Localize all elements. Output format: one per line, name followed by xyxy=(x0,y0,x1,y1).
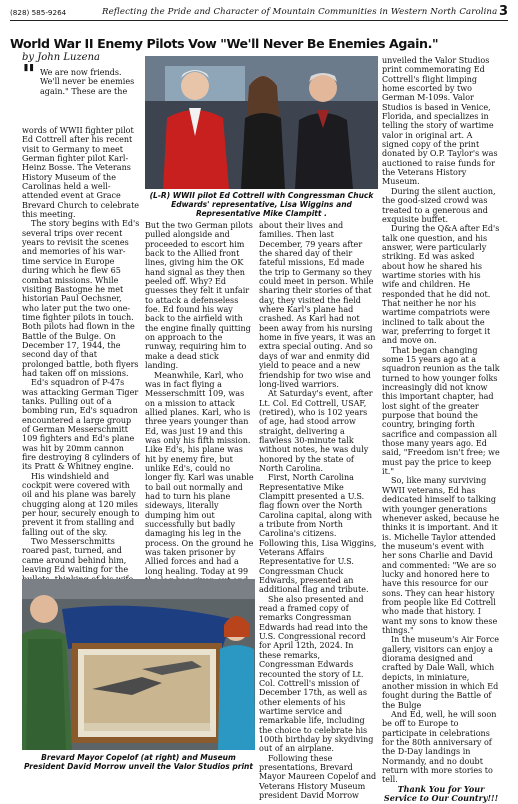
paragraph: The story begins with Ed's several trips over recent years to revisit the scenes and memories of his war-time service in Europe during which he flew 65 combat missions. While visiting Bastogne he met historian Paul Oechsner, who later put the two one-time fighter pilots in touch. Both pilots had flown in the Battle of the Bulge. On December 17, 1944, the second day of that prolonged battle, both flyers had taken off on missions. xyxy=(22,219,140,378)
top-photo-caption: (L-R) WWII pilot Ed Cottrell with Congressman Chuck Edwards' representative, Lisa Wiggins and Representative Mike Clampitt . xyxy=(149,191,374,218)
lead-paragraph: We are now friends. We'll never be enemies again." These are the xyxy=(40,68,135,96)
paragraph: about their lives and families. Then last December, 79 years after the shared day of their fateful missions, Ed made the trip to Germany so they could meet in person. While sharing their stories of that day, they visited the field where Karl's plane had crashed. As Karl had not been away from his nursing home in five years, it was an extra special outing. And so days of war and enmity did yield to peace and a new friendship for two wise and long-lived warriors. xyxy=(259,221,376,389)
closing-thanks: Thank You for Your Service to Our Country!!! xyxy=(383,783,499,804)
paragraph: Ed's squadron of P-47s was attacking German Tiger tanks. Pulling out of a bombing run, Ed's squadron encountered a large group of German Messerschmitt 109 fighters and Ed's plane was hit by 20mm cannon fire destroying 8 cylinders of its Pratt & Whitney engine. xyxy=(22,378,140,472)
paragraph: His windshield and cockpit were covered with oil and his plane was barely chugging along at 120 miles per hour, securely enough to prevent it from stalling and falling out of the sky. xyxy=(22,471,140,537)
paragraph: words of WWII fighter pilot Ed Cottrell after his recent visit to Germany to meet German fighter pilot Karl-Heinz Bosse. The Veterans History Museum of the Carolinas held a well-attended event at Grace Brevard Church to celebrate this meeting. xyxy=(22,126,140,220)
paragraph: Two Messerschmitts roared past, turned, and came around behind him, leaving Ed waiting for the xyxy=(22,537,129,575)
paragraph: So, like many surviving WWII veterans, Ed has dedicated himself to talking with younger generations whenever asked, because he thinks it is important. And it is. Michelle Taylor attended the museum's event with her sons Charlie and David and commented: "We are so lucky and honored here to have this resource for our sons. They can hear history from people like Ed Cottrell who made that history. I want my sons to know these things." xyxy=(382,476,500,635)
header-tagline: Reflecting the Pride and Character of Mountain Communities in Western North Carolina xyxy=(102,7,498,17)
column-1 xyxy=(22,126,140,612)
header-phone: (828) 585-9264 xyxy=(10,8,67,17)
photo-scene-illustration xyxy=(22,579,255,750)
paragraph: At Saturday's event, after Lt. Col. Ed Cottrell, USAF, (retired), who is 102 years of age, had stood arrow straight, delivering a flawless 30-minute talk without notes, he was duly honored by the state of North Carolina. xyxy=(259,389,373,473)
paragraph: And Ed, well, he will soon be off to Europe to participate in celebrations for the 80th anniversary of the D-Day landings in Normandy, and no doubt return with more stories to tell. xyxy=(382,710,497,785)
column-4 xyxy=(382,56,500,804)
paragraph: But the two German pilots pulled alongside and proceeded to escort him back to the Allied front lines, giving him the OK hand signal as they then peeled off. Why? Ed guesses they felt it unfair to attack a defenseless foe. Ed found his way back to the airfield with the engine finally quitting on approach to the runway, requiring him to make a dead stick landing. xyxy=(145,221,253,371)
bottom-photo-caption: Brevard Mayor Copelof (at right) and Museum President David Morrow unveil the Valor Studios print xyxy=(24,753,253,771)
paragraph: That began changing some 15 years ago at a squadron reunion as the talk turned to how younger folks increasingly did not know this important chapter, had lost sight of the greater purpose that bound the country, bringing forth sacrifice and compassion all those many years ago. Ed said, "Freedom isn't free; we must pay the price to keep it." xyxy=(382,345,500,477)
article-headline: World War II Enemy Pilots Vow "We'll Never Be Enemies Again." xyxy=(10,36,439,51)
column-3 xyxy=(259,221,377,800)
paragraph: During the Q&A after Ed's talk one question, and his answer, were particularly striking. Ed was asked about how he shared his wartime stories with his wife and children. He responded that he did not. That neither he nor his wartime compatriots were inclined to talk about the war, preferring to forget it and move on. xyxy=(382,224,500,346)
paragraph: She also presented and read a framed copy of remarks Congressman Edwards had read into the U.S. Congressional record for April 12th, 2024. In these remarks, Congressman Edwards recounted the story of Lt. Col. Cottrell's mission of December 17th, as well as other elements of his wartime service and remarkable life, including the choice to celebrate his 100th birthday by skydiving out of an airplane. xyxy=(259,594,374,754)
photo-scene-illustration xyxy=(145,56,378,189)
paragraph: In the museum's Air Force gallery, visitors can enjoy a diorama designed and crafted by Dale Wall, which depicts, in miniature, another mission in which Ed fought during the Battle of the Bulge xyxy=(382,635,499,710)
page-number: 3 xyxy=(498,4,508,19)
page-header xyxy=(10,6,508,21)
paragraph: Meanwhile, Karl, who was in fact flying a Messerschmitt 109, was on a mission to attack allied planes. Karl, who is three years younger than Ed, was just 19 and this was only his fifth mission. Like Ed's, his plane was hit by enemy fire, but unlike Ed's, could no longer fly. Karl was unable to bail out normally and had to turn his plane sideways, literally dumping him out successfully but badly damaging his leg in the process. On the ground he was taken prisoner by Allied forces and had a long healing. Today at 99 xyxy=(145,370,254,576)
paragraph: Following these presentations, Brevard Mayor Maureen Copelof and Veterans History Museum president David Morrow xyxy=(259,753,377,800)
column-2 xyxy=(145,221,254,632)
column-1-lead xyxy=(40,68,140,96)
paragraph: During the silent auction, the good-sized crowd was treated to a generous and exquisite buffet. xyxy=(382,186,496,224)
open-quote-mark: " xyxy=(22,60,36,90)
photo-print-unveiling xyxy=(22,579,255,750)
paragraph: First, North Carolina Representative Mike Clampitt presented a U.S. flag flown over the North Carolina capital, along with a tribute from North Carolina's citizens. Following this, Lisa Wiggins, Veterans Affairs Representative for U.S. Congressman Chuck Edwards, presented an additional flag and tribute. xyxy=(259,473,377,595)
paragraph: unveiled the Valor Studios print commemorating Ed Cottrell's flight limping home escorted by two German M-109s. Valor Studios is based in Venice, Florida, and specializes in telling the story of wartime valor in original art. A signed copy of the print donated by O.P. Taylor's was auctioned to raise funds for the Veterans History Museum. xyxy=(382,56,498,187)
photo-pilot-with-representatives xyxy=(145,56,378,189)
article-byline: by John Luzena xyxy=(22,52,100,63)
